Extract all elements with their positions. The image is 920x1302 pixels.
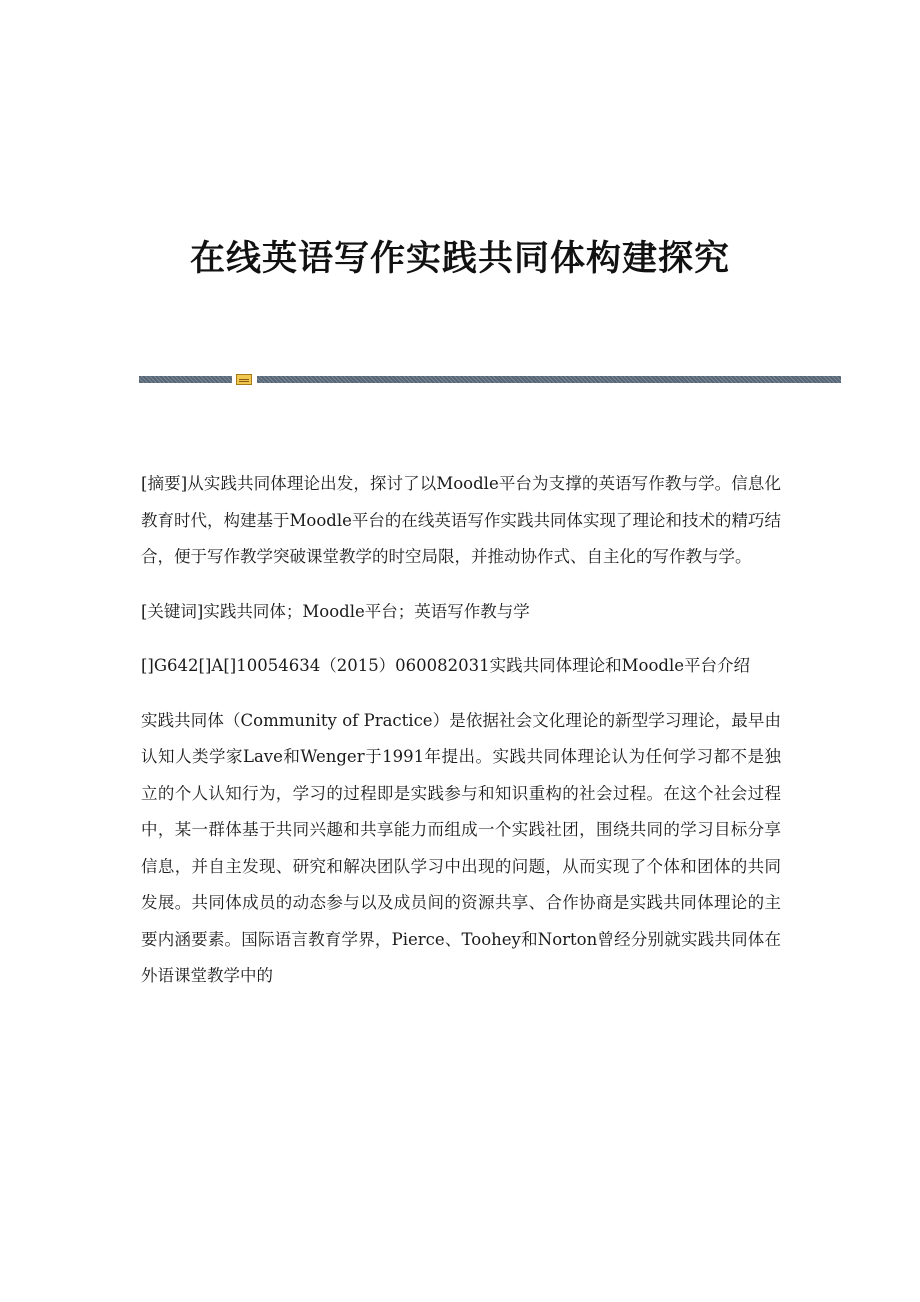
document-body <box>141 466 781 1013</box>
divider-bar-left <box>139 376 232 383</box>
body-paragraph: 实践共同体（Community of Practice）是依据社会文化理论的新型学习理论，最早由认知人类学家Lave和Wenger于1991年提出。实践共同体理论认为任何学习都不是独立的个人认知行为，学习的过程即是实践参与和知识重构的社会过程。在这个社会过程中，某一群体基于共同兴趣和共享能力而组成一个实践社团，围绕共同的学习目标分享信息，并自主发现、研究和解决团队学习中出现的问题，从而实现了个体和团体的共同发展。共同体成员的动态参与以及成员间的资源共享、合作协商是实践共同体理论的主要内涵要素。国际语言教育学界，Pierce、Toohey和Norton曾经分别就实践共同体在外语课堂教学中的 <box>141 710 781 985</box>
divider-emblem-icon <box>236 374 252 385</box>
classification-paragraph: []G642[]A[]10054634（2015）060082031实践共同体理论和Moodle平台介绍 <box>141 656 751 675</box>
title-divider <box>139 374 841 384</box>
document-title: 在线英语写作实践共同体构建探究 <box>189 238 730 280</box>
abstract-paragraph: [摘要]从实践共同体理论出发，探讨了以Moodle平台为支撑的英语写作教与学。信息化教育时代，构建基于Moodle平台的在线英语写作实践共同体实现了理论和技术的精巧结合，便于写作教学突破课堂教学的时空局限，并推动协作式、自主化的写作教与学。 <box>141 474 781 566</box>
keywords-paragraph: [关键词]实践共同体；Moodle平台；英语写作教与学 <box>141 601 530 621</box>
divider-bar-right <box>257 376 841 383</box>
